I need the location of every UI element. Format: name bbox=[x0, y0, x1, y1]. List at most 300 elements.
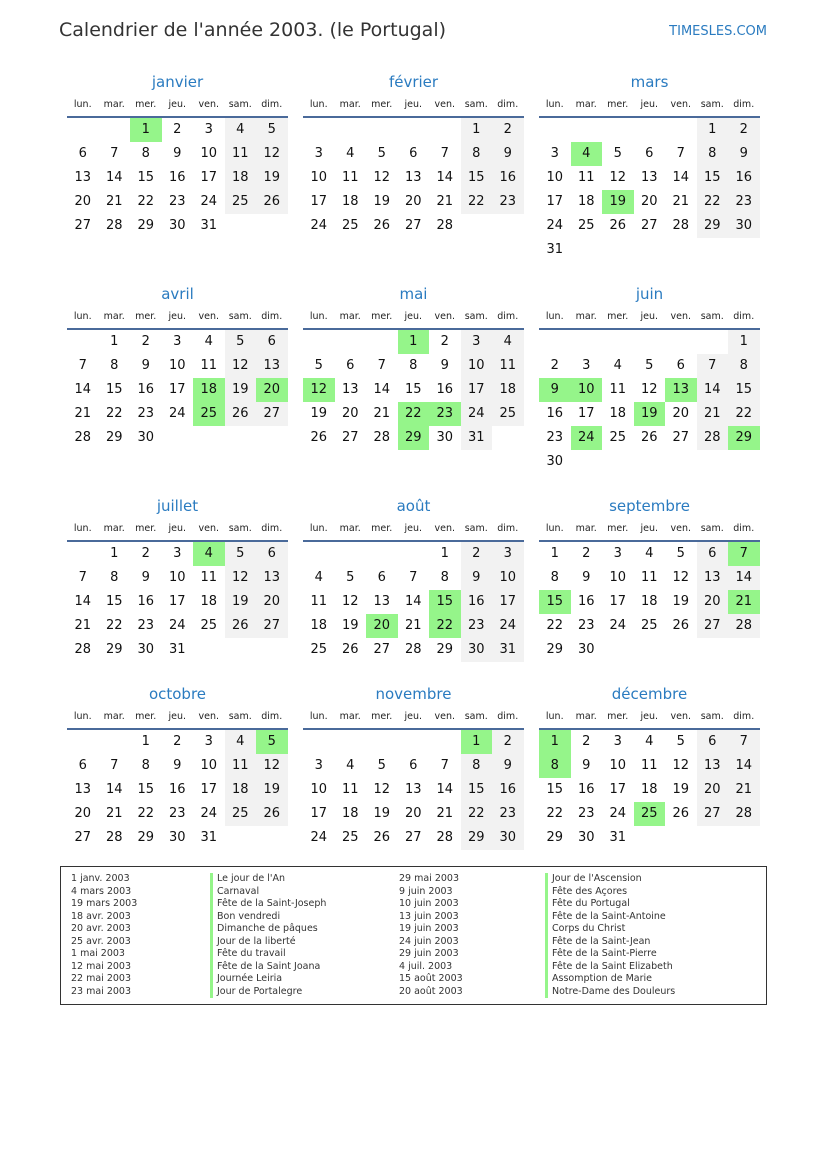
holiday-name: Fête du Portugal bbox=[545, 898, 675, 911]
day-cell: 24 bbox=[609, 618, 627, 633]
weekday-label: sam. bbox=[228, 711, 252, 722]
week-row bbox=[539, 590, 760, 614]
day-cell: 18 bbox=[577, 194, 595, 209]
day-cell: 16 bbox=[168, 170, 186, 185]
day-cell: 6 bbox=[409, 758, 418, 773]
week-row bbox=[539, 566, 760, 590]
day-cell: 29 bbox=[137, 218, 155, 233]
legend-names-2 bbox=[545, 873, 675, 998]
week-row bbox=[67, 330, 288, 354]
day-cell: 2 bbox=[440, 334, 449, 349]
day-cell: 14 bbox=[74, 382, 92, 397]
month-12 bbox=[539, 682, 760, 850]
week-row bbox=[303, 142, 524, 166]
day-cell bbox=[634, 238, 666, 262]
week-row bbox=[539, 166, 760, 190]
weekday-label: mar. bbox=[575, 523, 597, 534]
day-cell: 28 bbox=[74, 642, 92, 657]
day-cell: 6 bbox=[645, 146, 654, 161]
holiday-day-cell: 10 bbox=[571, 378, 603, 402]
weekday-label: jeu. bbox=[168, 311, 187, 322]
day-cell: 10 bbox=[168, 570, 186, 585]
day-cell bbox=[665, 826, 697, 850]
day-cell bbox=[634, 638, 666, 662]
holiday-day-cell: 29 bbox=[398, 426, 430, 450]
day-cell bbox=[571, 118, 603, 142]
day-cell: 20 bbox=[404, 194, 422, 209]
weekday-label: lun. bbox=[73, 99, 92, 110]
day-cell: 18 bbox=[640, 782, 658, 797]
day-cell bbox=[492, 214, 524, 238]
day-cell bbox=[728, 826, 760, 850]
day-cell: 11 bbox=[577, 170, 595, 185]
weekday-header bbox=[303, 518, 524, 542]
week-row bbox=[67, 166, 288, 190]
weekday-header bbox=[303, 94, 524, 118]
day-cell: 1 bbox=[461, 118, 493, 142]
day-cell: 4 bbox=[492, 330, 524, 354]
day-cell bbox=[225, 214, 257, 238]
day-cell: 2 bbox=[141, 546, 150, 561]
holiday-date: 18 avr. 2003 bbox=[71, 910, 131, 922]
day-cell bbox=[697, 238, 729, 262]
weekday-label: sam. bbox=[464, 711, 488, 722]
day-cell: 17 bbox=[546, 194, 564, 209]
day-cell bbox=[398, 118, 430, 142]
week-row bbox=[539, 354, 760, 378]
weekday-label: lun. bbox=[545, 523, 564, 534]
day-cell: 12 bbox=[672, 570, 690, 585]
day-cell: 21 bbox=[373, 406, 391, 421]
day-cell: 9 bbox=[461, 566, 493, 590]
week-row bbox=[539, 426, 760, 450]
month-name: avril bbox=[161, 285, 194, 303]
day-cell: 12 bbox=[256, 754, 288, 778]
weekday-label: sam. bbox=[228, 99, 252, 110]
day-cell: 28 bbox=[74, 430, 92, 445]
week-row bbox=[303, 778, 524, 802]
day-cell: 24 bbox=[310, 218, 328, 233]
week-row bbox=[67, 190, 288, 214]
day-cell bbox=[366, 542, 398, 566]
month-name: janvier bbox=[151, 73, 204, 91]
day-cell: 24 bbox=[492, 614, 524, 638]
day-cell: 11 bbox=[310, 594, 328, 609]
day-cell: 6 bbox=[409, 146, 418, 161]
weekday-label: mar. bbox=[103, 523, 125, 534]
day-cell bbox=[256, 214, 288, 238]
day-cell: 15 bbox=[137, 170, 155, 185]
week-row bbox=[303, 166, 524, 190]
day-cell: 28 bbox=[728, 802, 760, 826]
holiday-name: Jour de la liberté bbox=[210, 936, 326, 949]
day-cell: 25 bbox=[609, 430, 627, 445]
day-cell: 16 bbox=[436, 382, 454, 397]
weekday-label: dim. bbox=[497, 311, 519, 322]
weekday-label: jeu. bbox=[640, 523, 659, 534]
day-cell: 24 bbox=[200, 806, 218, 821]
day-cell: 30 bbox=[461, 638, 493, 662]
holiday-name: Dimanche de pâques bbox=[210, 923, 326, 936]
day-cell: 16 bbox=[728, 166, 760, 190]
day-cell: 26 bbox=[225, 614, 257, 638]
day-cell: 11 bbox=[225, 754, 257, 778]
weekday-label: lun. bbox=[545, 711, 564, 722]
day-cell: 17 bbox=[200, 170, 218, 185]
week-row bbox=[539, 142, 760, 166]
day-cell: 9 bbox=[582, 570, 591, 585]
holiday-date: 4 juil. 2003 bbox=[399, 960, 453, 972]
day-cell: 6 bbox=[346, 358, 355, 373]
weekday-label: lun. bbox=[73, 711, 92, 722]
month-name: décembre bbox=[611, 685, 688, 703]
day-cell bbox=[634, 330, 666, 354]
day-cell: 25 bbox=[492, 402, 524, 426]
day-cell: 19 bbox=[256, 166, 288, 190]
day-cell: 30 bbox=[137, 642, 155, 657]
day-cell: 21 bbox=[74, 618, 92, 633]
holiday-name: Bon vendredi bbox=[210, 911, 326, 924]
day-cell bbox=[539, 330, 571, 354]
day-cell: 19 bbox=[225, 378, 257, 402]
week-row bbox=[67, 566, 288, 590]
day-cell: 13 bbox=[697, 754, 729, 778]
day-cell: 3 bbox=[314, 146, 323, 161]
weekday-label: mer. bbox=[135, 311, 157, 322]
day-cell: 27 bbox=[672, 430, 690, 445]
week-row bbox=[303, 190, 524, 214]
day-cell: 1 bbox=[550, 546, 559, 561]
day-cell: 23 bbox=[577, 806, 595, 821]
weekday-label: sam. bbox=[700, 99, 724, 110]
holiday-name: Fête de la Saint-Jean bbox=[545, 936, 675, 949]
week-row bbox=[303, 402, 524, 426]
month-4 bbox=[67, 282, 288, 450]
day-cell bbox=[256, 826, 288, 850]
day-cell: 9 bbox=[440, 358, 449, 373]
day-cell: 7 bbox=[377, 358, 386, 373]
weekday-label: dim. bbox=[733, 311, 755, 322]
week-row bbox=[539, 778, 760, 802]
day-cell: 26 bbox=[373, 218, 391, 233]
day-cell: 23 bbox=[492, 802, 524, 826]
holiday-name: Journée Leiria bbox=[210, 973, 326, 986]
day-cell: 26 bbox=[672, 806, 690, 821]
holiday-date: 25 avr. 2003 bbox=[71, 935, 131, 947]
weekday-label: mar. bbox=[575, 711, 597, 722]
page-title: Calendrier de l'année 2003. (le Portugal) bbox=[59, 19, 447, 41]
day-cell bbox=[697, 638, 729, 662]
day-cell: 22 bbox=[105, 406, 123, 421]
day-cell: 1 bbox=[697, 118, 729, 142]
day-cell: 31 bbox=[200, 830, 218, 845]
day-cell: 7 bbox=[440, 758, 449, 773]
day-cell bbox=[67, 730, 99, 754]
holiday-name: Jour de Portalegre bbox=[210, 986, 326, 999]
weekday-label: jeu. bbox=[640, 99, 659, 110]
day-cell: 23 bbox=[168, 194, 186, 209]
day-cell: 10 bbox=[310, 170, 328, 185]
day-cell: 24 bbox=[546, 218, 564, 233]
holiday-name: Notre-Dame des Douleurs bbox=[545, 986, 675, 999]
day-cell: 10 bbox=[546, 170, 564, 185]
day-cell: 17 bbox=[168, 382, 186, 397]
day-cell: 13 bbox=[74, 782, 92, 797]
day-cell: 21 bbox=[105, 806, 123, 821]
day-cell: 26 bbox=[609, 218, 627, 233]
weekday-label: dim. bbox=[497, 711, 519, 722]
day-cell: 12 bbox=[373, 170, 391, 185]
week-row bbox=[539, 330, 760, 354]
month-2 bbox=[303, 70, 524, 238]
day-cell: 9 bbox=[173, 146, 182, 161]
day-cell: 28 bbox=[373, 430, 391, 445]
weekday-label: dim. bbox=[497, 99, 519, 110]
day-cell: 31 bbox=[168, 642, 186, 657]
day-cell bbox=[366, 730, 398, 754]
day-cell: 9 bbox=[173, 758, 182, 773]
weekday-label: mar. bbox=[103, 311, 125, 322]
day-cell bbox=[634, 826, 666, 850]
holiday-date: 12 mai 2003 bbox=[71, 960, 132, 972]
brand-link[interactable]: TIMESLES.COM bbox=[669, 24, 767, 39]
weekday-label: mer. bbox=[607, 711, 629, 722]
month-name: février bbox=[388, 73, 439, 91]
day-cell: 15 bbox=[137, 782, 155, 797]
weekday-label: mar. bbox=[339, 711, 361, 722]
day-cell bbox=[225, 426, 257, 450]
day-cell: 8 bbox=[550, 570, 559, 585]
day-cell bbox=[429, 730, 461, 754]
month-name: novembre bbox=[375, 685, 452, 703]
day-cell bbox=[429, 118, 461, 142]
day-cell: 10 bbox=[609, 758, 627, 773]
holiday-name: Fête du travail bbox=[210, 948, 326, 961]
day-cell bbox=[67, 542, 99, 566]
day-cell: 11 bbox=[200, 570, 218, 585]
day-cell: 2 bbox=[582, 734, 591, 749]
day-cell: 2 bbox=[582, 546, 591, 561]
day-cell: 29 bbox=[546, 830, 564, 845]
day-cell: 27 bbox=[697, 802, 729, 826]
day-cell: 14 bbox=[728, 754, 760, 778]
day-cell: 23 bbox=[137, 406, 155, 421]
day-cell: 26 bbox=[256, 190, 288, 214]
day-cell bbox=[398, 730, 430, 754]
day-cell bbox=[634, 118, 666, 142]
day-cell: 17 bbox=[609, 594, 627, 609]
day-cell: 24 bbox=[200, 194, 218, 209]
day-cell: 6 bbox=[697, 542, 729, 566]
day-cell: 1 bbox=[728, 330, 760, 354]
day-cell: 3 bbox=[613, 546, 622, 561]
weekday-label: lun. bbox=[309, 523, 328, 534]
week-row bbox=[539, 238, 760, 262]
weekday-label: lun. bbox=[545, 99, 564, 110]
day-cell: 25 bbox=[225, 190, 257, 214]
week-row bbox=[539, 214, 760, 238]
day-cell: 29 bbox=[546, 642, 564, 657]
week-row bbox=[303, 614, 524, 638]
day-cell: 27 bbox=[697, 614, 729, 638]
holiday-legend bbox=[60, 866, 767, 1005]
weekday-header bbox=[539, 518, 760, 542]
holiday-day-cell: 25 bbox=[193, 402, 225, 426]
day-cell: 9 bbox=[492, 142, 524, 166]
day-cell: 29 bbox=[697, 214, 729, 238]
holiday-name: Fête de la Saint Elizabeth bbox=[545, 961, 675, 974]
holiday-name: Fête des Açores bbox=[545, 886, 675, 899]
weekday-label: dim. bbox=[261, 311, 283, 322]
weekday-label: ven. bbox=[670, 711, 691, 722]
holiday-day-cell: 23 bbox=[429, 402, 461, 426]
day-cell: 8 bbox=[461, 754, 493, 778]
week-row bbox=[67, 354, 288, 378]
day-cell: 6 bbox=[676, 358, 685, 373]
day-cell: 5 bbox=[377, 146, 386, 161]
weekday-header bbox=[303, 306, 524, 330]
day-cell: 31 bbox=[461, 426, 493, 450]
day-cell: 4 bbox=[613, 358, 622, 373]
day-cell: 3 bbox=[582, 358, 591, 373]
holiday-date: 22 mai 2003 bbox=[71, 973, 132, 984]
day-cell: 5 bbox=[225, 542, 257, 566]
day-cell: 9 bbox=[728, 142, 760, 166]
holiday-name: Fête de la Saint-Joseph bbox=[210, 898, 326, 911]
month-8 bbox=[303, 494, 524, 662]
day-cell: 29 bbox=[137, 830, 155, 845]
week-row bbox=[303, 826, 524, 850]
weekday-label: mer. bbox=[135, 99, 157, 110]
day-cell: 11 bbox=[200, 358, 218, 373]
day-cell: 12 bbox=[225, 354, 257, 378]
week-row bbox=[303, 378, 524, 402]
day-cell: 23 bbox=[137, 618, 155, 633]
week-row bbox=[67, 754, 288, 778]
day-cell: 7 bbox=[676, 146, 685, 161]
day-cell: 16 bbox=[137, 594, 155, 609]
day-cell: 30 bbox=[577, 830, 595, 845]
weekday-label: mer. bbox=[607, 523, 629, 534]
day-cell: 7 bbox=[440, 146, 449, 161]
week-row bbox=[303, 566, 524, 590]
holiday-name: Fête de la Saint Joana bbox=[210, 961, 326, 974]
day-cell: 18 bbox=[341, 806, 359, 821]
week-row bbox=[303, 730, 524, 754]
week-row bbox=[67, 778, 288, 802]
day-cell: 27 bbox=[373, 642, 391, 657]
day-cell: 14 bbox=[672, 170, 690, 185]
day-cell: 26 bbox=[310, 430, 328, 445]
day-cell: 25 bbox=[200, 618, 218, 633]
week-row bbox=[539, 542, 760, 566]
day-cell bbox=[728, 238, 760, 262]
day-cell: 2 bbox=[461, 542, 493, 566]
day-cell bbox=[193, 426, 225, 450]
day-cell: 2 bbox=[173, 122, 182, 137]
week-row bbox=[67, 730, 288, 754]
day-cell: 28 bbox=[436, 218, 454, 233]
day-cell: 14 bbox=[436, 170, 454, 185]
week-row bbox=[67, 826, 288, 850]
day-cell: 25 bbox=[225, 802, 257, 826]
weekday-label: ven. bbox=[198, 99, 219, 110]
day-cell: 27 bbox=[256, 614, 288, 638]
day-cell: 4 bbox=[225, 118, 257, 142]
day-cell: 8 bbox=[728, 354, 760, 378]
day-cell bbox=[225, 826, 257, 850]
day-cell: 7 bbox=[409, 570, 418, 585]
week-row bbox=[67, 378, 288, 402]
day-cell: 18 bbox=[310, 618, 328, 633]
weekday-label: dim. bbox=[261, 523, 283, 534]
day-cell: 26 bbox=[341, 642, 359, 657]
weekday-label: jeu. bbox=[168, 711, 187, 722]
day-cell bbox=[461, 214, 493, 238]
day-cell: 7 bbox=[78, 358, 87, 373]
holiday-day-cell: 1 bbox=[539, 730, 571, 754]
weekday-label: jeu. bbox=[640, 311, 659, 322]
day-cell: 18 bbox=[640, 594, 658, 609]
holiday-day-cell: 4 bbox=[193, 542, 225, 566]
week-row bbox=[303, 426, 524, 450]
day-cell: 8 bbox=[409, 358, 418, 373]
day-cell: 8 bbox=[110, 570, 119, 585]
day-cell: 16 bbox=[492, 166, 524, 190]
day-cell: 29 bbox=[105, 430, 123, 445]
week-row bbox=[303, 214, 524, 238]
day-cell bbox=[665, 330, 697, 354]
day-cell: 6 bbox=[697, 730, 729, 754]
day-cell: 20 bbox=[640, 194, 658, 209]
day-cell: 11 bbox=[492, 354, 524, 378]
day-cell: 14 bbox=[728, 566, 760, 590]
day-cell: 9 bbox=[582, 758, 591, 773]
day-cell: 24 bbox=[168, 406, 186, 421]
day-cell: 18 bbox=[225, 778, 257, 802]
day-cell: 17 bbox=[310, 194, 328, 209]
day-cell: 8 bbox=[697, 142, 729, 166]
holiday-date: 19 juin 2003 bbox=[399, 923, 459, 934]
day-cell: 24 bbox=[310, 830, 328, 845]
week-row bbox=[67, 638, 288, 662]
day-cell bbox=[728, 450, 760, 474]
day-cell: 5 bbox=[225, 330, 257, 354]
day-cell: 27 bbox=[640, 218, 658, 233]
weekday-label: jeu. bbox=[404, 99, 423, 110]
month-1 bbox=[67, 70, 288, 238]
weekday-header bbox=[303, 706, 524, 730]
day-cell: 27 bbox=[404, 830, 422, 845]
weekday-label: mer. bbox=[371, 99, 393, 110]
day-cell: 26 bbox=[672, 618, 690, 633]
day-cell bbox=[256, 638, 288, 662]
day-cell bbox=[571, 330, 603, 354]
day-cell: 25 bbox=[640, 618, 658, 633]
holiday-name: Fête de la Saint-Pierre bbox=[545, 948, 675, 961]
month-name: septembre bbox=[609, 497, 690, 515]
weekday-label: mar. bbox=[575, 99, 597, 110]
day-cell: 9 bbox=[141, 358, 150, 373]
weekday-label: sam. bbox=[700, 523, 724, 534]
day-cell: 17 bbox=[310, 806, 328, 821]
day-cell: 11 bbox=[640, 758, 658, 773]
day-cell bbox=[67, 118, 99, 142]
day-cell bbox=[99, 730, 131, 754]
weekday-label: lun. bbox=[545, 311, 564, 322]
day-cell bbox=[67, 330, 99, 354]
weekday-label: dim. bbox=[733, 523, 755, 534]
